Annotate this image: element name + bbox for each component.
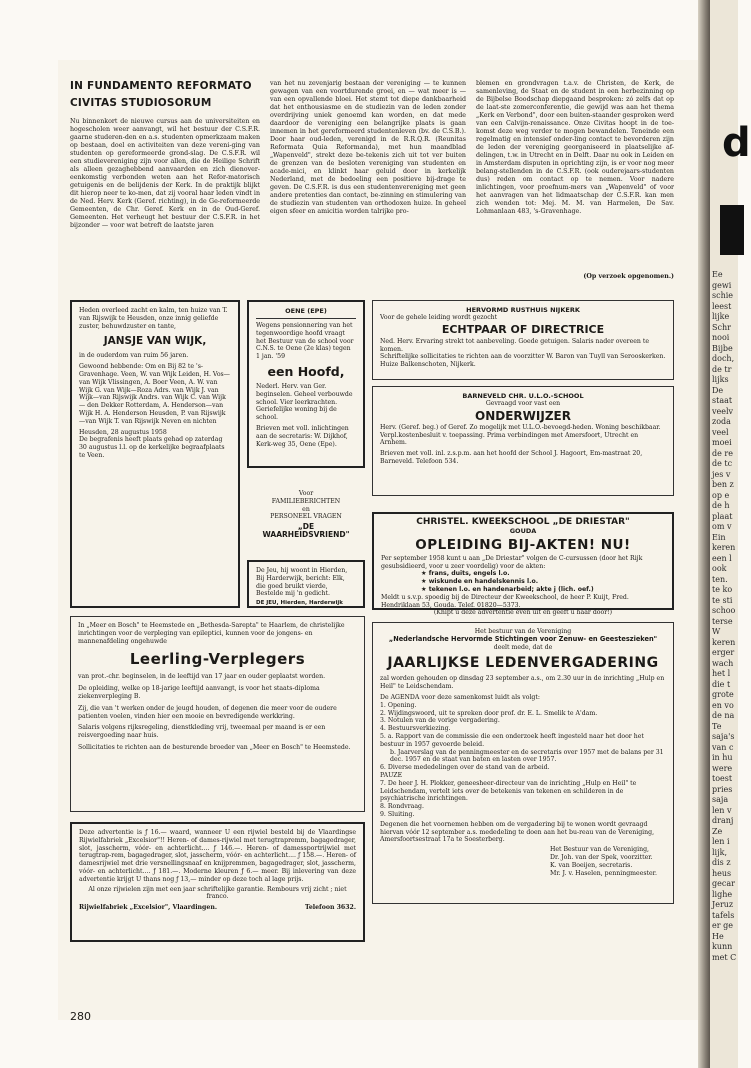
next-page-line: doch, [712, 354, 735, 363]
next-page-line: van c [712, 742, 734, 752]
article-col-2: van het nu zevenjarig bestaan der vereniging — te kunnen gewagen van een voortdurende groei, en — wat meer is — van een opvallende bloei. Het stemt tot diepe dankbaarheid dat het enthousiasme en de studiezin van de leden zonder overdrijving uniek genoemd kan worden, en dat mede daardoor de vereniging een belangrijke plaats is gaan innemen in het gereformeerd studentenleven (bv. de C.S.B.). Door haar oud-leden, verenigd in de R.R.Q.R. (Reunitas Reformata Quia Reformanda), met hun maandblad „Wapenveld", strekt deze be-tekenis zich uit tot ver buiten de grenzen van de besloten vereniging van studenten en acade-mici, en klinkt haar geluid door in kerkelijk Nederland, met de bedoeling een positieve bij-drage te geven. De C.S.F.R. is dus een studentenvereniging met geen andere pretenties dan contact, be-zinning en stimulering van de studiezin van studenten van orthodoxen huize. In geheel eigen sfeer en amicitia worden talrijke pro- [270, 80, 466, 215]
next-page-line: schie [712, 291, 734, 300]
next-page-line: zoda [712, 417, 731, 426]
agenda-item: 8. Rondvraag. [380, 803, 424, 811]
wv-line3: en [302, 505, 310, 513]
nijkerk-head: HERVORMD RUSTHUIS NIJKERK [466, 306, 580, 314]
next-page-line: Ze [712, 826, 723, 836]
article-col-1: Nu binnenkort de nieuwe cursus aan de universiteiten en hogescholen weer aanvangt, wil het bestuur der C.S.F.R. gaarne studeren-den en a.s. studenten opmerkzaam maken op bestaan, doel en activiteiten van deze vereni-ging van studenten op gereformeerde grond-slag. De C.S.F.R. wil een studievereniging zijn voor allen, die de Heilige Schrift als alleen gezaghebbend aanvaarden en zich dienover-eenkomstig verbonden weten aan het Refor-matorisch getuigenis en de belijdenis der Kerk. In de praktijk blijkt dit hierop neer te ko-men, dat zij vooral haar leden vindt in de Ned. Herv. Kerk (Geref. richting), in de Ge-reformeerde Gemeenten, de Chr. Geref. Kerk en in de Oud-Geref. Gemeenten. Het verheugt het bestuur der C.S.F.R. in het bijzonder — voor wat betreft de laatste jaren [70, 118, 260, 229]
excelsior-guarantee: Al onze rijwielen zijn met een jaar schriftelijke garantie. Rembours vrij zicht ; niet franco. [88, 885, 347, 901]
next-page-line: nooi [712, 333, 730, 342]
next-page-text [712, 270, 738, 963]
meerbosch-p1: van prot.-chr. beginselen, in de leeftijd van 17 jaar en ouder geplaatst worden. [78, 673, 326, 681]
excelsior-ad [70, 822, 365, 942]
agenda-item: PAUZE [380, 771, 403, 779]
next-page-line: in hu [712, 753, 733, 762]
meeting-agenda-head: De AGENDA voor deze samenkomst luidt als volgt: [380, 693, 540, 701]
meeting-sub: deelt mede, dat de [493, 643, 553, 651]
barneveld-title: ONDERWIJZER [475, 408, 571, 423]
barneveld-contact: Brieven met voll. inl. z.s.p.m. aan het hoofd der School J. Hagoort, Em-mastraat 20, Barneveld. Telefoon 534. [380, 450, 643, 465]
oene-contact: Brieven met voll. inlichtingen aan de secretaris: W. Dijkhof, Kerk-weg 35, Oene (Epe). [256, 424, 349, 448]
driestar-title: OPLEIDING BIJ-AKTEN! NU! [415, 536, 631, 553]
next-page-line: ook [712, 564, 727, 573]
barneveld-sub: Gevraagd voor vast een [485, 400, 561, 407]
obituary-date: Heusden, 28 augustus 1958 [79, 428, 167, 436]
next-page-line: He [712, 931, 724, 941]
agenda-item: 4. Bestuursverkiezing. [380, 725, 451, 733]
next-page-line: wach [712, 658, 734, 668]
driestar-ad [372, 512, 674, 617]
next-page-line: kunn [712, 942, 733, 951]
next-page-line: Jeruz [712, 900, 734, 909]
driestar-city: GOUDA [509, 526, 537, 535]
next-page-line: de h [712, 501, 730, 510]
article-title: IN FUNDAMENTO REFORMATO CIVITAS STUDIOSORUM [70, 80, 252, 109]
meeting-when: zal worden gehouden op dinsdag 23 september a.s., om 2.30 uur in de inrichting „Hulp en Heil" te Leidschendam. [380, 675, 665, 691]
meeting-sign-line: Het Bestuur van de Vereniging, [550, 846, 649, 854]
meerbosch-p2: De opleiding, welke op 18-jarige leeftijd aanvangt, is voor het staats-diploma ziekenverpleging B. [78, 685, 320, 700]
barneveld-head: BARNEVELD CHR. U.L.O.-SCHOOL [462, 392, 584, 400]
next-page-dark-block [720, 205, 744, 255]
nijkerk-ad [372, 300, 674, 380]
next-page-line: terse [712, 616, 733, 626]
next-page-line: te ko [712, 585, 733, 594]
next-page-line: keren [712, 637, 736, 647]
nijkerk-contact: Schriftelijke sollicitaties te richten aan de voorzitter W. Baron van Tuyll van Serooskerken. Huize Balkenschoten, Nijkerk. [380, 353, 666, 369]
meeting-org: „Nederlandsche Hervormde Stichtingen voor Zenuw- en Geesteszieken" [388, 634, 658, 643]
next-page-line: dranj [712, 816, 734, 825]
next-page-line: grote [712, 690, 734, 699]
dejeu-ad [247, 560, 365, 608]
oene-requirements: Nederl. Herv. van Ger. beginselen. Geheel verbouwde school. Vier leerkrachten. Geriefelijke woning bij de school. [256, 382, 353, 422]
driestar-note: (Knipt u deze advertentie even uit en geeft u haar door!) [433, 609, 613, 617]
next-page-line: lijke [712, 312, 730, 321]
next-page-line: op e [712, 490, 730, 500]
waarheidsvriend-ad [247, 476, 365, 538]
next-page-line: len i [712, 837, 730, 846]
next-page-line: plaat [712, 511, 733, 521]
next-page-line: Schr [712, 322, 731, 332]
driestar-item-1: ★ frans, duits, engels l.o. [421, 570, 510, 578]
meerbosch-title: Leerling-Verplegers [129, 650, 306, 669]
next-page-drop-letter: d [722, 120, 751, 166]
dejeu-text: De Jeu, hij woont in Hierden, Bij Harderwijk, bericht: Elk, die goed bruikt vierde, Bestelde mij 'n gedicht. [256, 567, 348, 598]
page-number: 280 [70, 1010, 91, 1023]
next-page-line: Te [712, 721, 722, 731]
meeting-title: JAARLIJKSE LEDENVERGADERING [387, 655, 659, 672]
excelsior-phone: Telefoon 3632. [304, 904, 356, 912]
next-page-line: saja's [712, 732, 735, 741]
oene-text: Wegens pensionnering van het tegenwoordige hoofd vraagt het Bestuur van de school voor C.N.S. te Oene (2e klas) tegen 1 jan. '59 [256, 322, 354, 361]
next-page-line: toest [712, 774, 733, 783]
next-page-line: moei [712, 438, 732, 447]
next-page-line: staat [712, 396, 733, 405]
obituary-intro: Heden overleed zacht en kalm, ten huize van T. van Rijswijk te Heusden, onze innig geliefde zuster, behuwdzuster en tante, [79, 307, 228, 330]
excelsior-firm: Rijwielfabriek „Excelsior", Vlaardingen. [79, 904, 217, 912]
next-page-line: were [712, 763, 733, 773]
meeting-sign-line: Dr. Joh. van der Spek, voorzitter. [550, 853, 653, 861]
nijkerk-text: Ned. Herv. Ervaring strekt tot aanbeveling. Goede getuigen. Salaris nader overeen te komen. [380, 337, 650, 353]
oene-title: een Hoofd, [267, 363, 345, 379]
next-page-line: gewi [712, 280, 732, 290]
next-page-line: de re [712, 448, 733, 458]
meeting-head: Het bestuur van de Vereniging [474, 628, 572, 635]
driestar-contact: Meldt u s.v.p. spoedig bij de Directeur der Kweekschool, de heer P. Kuijt, Fred. Hendriklaan 53, Gouda. Telef. 01820—5373. [381, 593, 629, 609]
agenda-item: 9. Sluiting. [380, 810, 415, 818]
oene-place: OENE (EPE) [285, 307, 327, 315]
obituary-ad [70, 300, 240, 608]
next-page-line: Bijbe [712, 343, 733, 353]
next-page-line: het l [712, 669, 731, 678]
obituary-burial: De begrafenis heeft plaats gehad op zaterdag 30 augustus l.l. op de kerkelijke begraafplaats te Veen. [79, 436, 225, 459]
next-page-line: Ein [712, 532, 726, 542]
next-page-line: te sti [712, 595, 733, 605]
agenda-item: b. Jaarverslag van de penningmeester en de secretaris over 1957 met de balans per 31 dec. 1957 en de staat van baten en lasten over 1957. [390, 748, 664, 764]
meeting-footer: Degenen die het voornemen hebben om de vergadering bij te wonen wordt gevraagd hiervan vóór 12 september a.s. mededeling te doen aan het bu-reau van de Vereniging, Amersfoortsestraat 17a te Soesterberg. [380, 820, 655, 844]
next-page-line: saja [712, 795, 729, 804]
next-page-line: jes v [712, 469, 731, 479]
next-page-line: en vo [712, 700, 734, 710]
wv-line1: Voor [298, 490, 314, 497]
next-page-line: schoo [712, 606, 736, 615]
next-page-line: de na [712, 711, 735, 720]
meeting-sign-line: Mr. J. v. Haselen, penningmeester. [550, 869, 657, 877]
barneveld-ad [372, 386, 674, 496]
obituary-age: in de ouderdom van ruim 56 jaren. [79, 352, 189, 360]
next-page-line: ben z [712, 480, 734, 489]
next-page-line: keren [712, 543, 736, 552]
article-note: (Op verzoek opgenomen.) [583, 273, 674, 280]
next-page-line: W [712, 627, 721, 636]
agenda-item: 6. Diverse mededelingen over de stand van de arbeid. [380, 764, 550, 772]
next-page-line: leest [712, 301, 732, 311]
book-spine [698, 0, 710, 1068]
next-page-line: lijk, [712, 847, 727, 857]
next-page-line: veelv [712, 406, 734, 416]
meerbosch-p5: Sollicitaties te richten aan de besturende broeder van „Meer en Bosch" te Heemstede. [78, 743, 351, 751]
meerbosch-p4: Salaris volgens rijksregeling, dienstkleding vrij, tweemaal per maand is er een reisvergoeding naar huis. [78, 724, 326, 740]
meeting-agenda [380, 702, 666, 819]
wv-name: „DE WAARHEIDSVRIEND" [262, 522, 350, 539]
dejeu-signature: DE JEU, Hierden, Harderwijk [256, 600, 343, 607]
meeting-signatures [380, 846, 666, 877]
obituary-name: JANSJE VAN WIJK, [103, 335, 207, 348]
excelsior-footer [79, 904, 356, 912]
agenda-item: 7. De heer J. H. Plokker, geneesheer-directeur van de inrichting „Hulp en Heil" te Leidschendam, vertelt iets over de betekenis van tekenen en schilderen in de psychiatrische inrichtingen. [380, 779, 637, 803]
next-page-line: heus [712, 868, 732, 878]
next-page-line: De [712, 385, 724, 395]
driestar-text: Per september 1958 kunt u aan „De Driestar" volgen de C-cursussen (door het Rijk gesubsidieerd, voor u zeer voordelig) voor de akten: [381, 554, 643, 570]
nijkerk-sub: Voor de gehele leiding wordt gezocht [380, 314, 498, 321]
next-page-line: dis z [712, 858, 731, 867]
oene-ad [247, 300, 365, 468]
next-page-line: tafels [712, 910, 735, 920]
next-page-line: om v [712, 522, 732, 531]
next-page-line: gecar [712, 879, 735, 888]
nijkerk-title: ECHTPAAR OF DIRECTRICE [441, 322, 605, 336]
divider [256, 318, 356, 319]
next-page-line: een l [712, 553, 732, 563]
next-page-line: veel [712, 427, 729, 437]
next-page-line: de tr [712, 364, 732, 374]
next-page-line: lighe [712, 889, 733, 899]
next-page-line: pries [712, 784, 733, 794]
next-page-line: die t [712, 679, 731, 689]
meerbosch-ad [70, 616, 365, 812]
meerbosch-p3: Zij, die van 't werken onder de jeugd houden, of degenen die meer voor de oudere patienten voelen, vinden hier een mooie en bevredigende werkkring. [78, 704, 337, 720]
agenda-item: 1. Opening. [380, 701, 417, 709]
driestar-item-3: ★ tekenen l.o. en handenarbeid; akte j (lich. oef.) [421, 585, 594, 593]
agenda-item: 2. Wijdingswoord, uit te spreken door prof. dr. E. L. Smelik te A'dam. [380, 709, 598, 717]
driestar-item-2: ★ wiskunde en handelskennis l.o. [421, 578, 539, 586]
next-page-line: Ee [712, 270, 723, 279]
wv-line2: FAMILIEBERICHTEN [271, 497, 341, 505]
driestar-head: CHRISTEL. KWEEKSCHOOL „DE DRIESTAR" [416, 517, 630, 527]
next-page-line: ten. [712, 574, 728, 584]
article-col-3: blemen en grondvragen t.a.v. de Christen, de Kerk, de samenleving, de Staat en de student in een herbezinning op de Bijbelse Boodschap diepgaand besproken: zó zelfs dat op de laat-ste zomerconferentie, die gewijd was aan het thema „Kerk en Verbond", door een buiten-staander gesproken werd van een Calvijn-renaissance. Onze Civitas hoopt in de toe-komst deze weg verder te mogen bewandelen. Teneinde een regelmatig en intensief onder-ling contact te bevorderen zijn de leden der vereniging georganiseerd in plaatselijke af-delingen, t.w. in Utrecht en in Delft. Daar nu ook in Leiden en in Amsterdam disputen in oprichting zijn, is er voor nog meer belang-stellenden in de C.S.F.R. (ook ouderejaars-studenten dus) reden om contact op te nemen. Voor nadere inlichtingen, voor proefnum-mers van „Wapenveld" of voor het aanvragen van het lidmaatschap der C.S.F.R. kan men zich wenden tot: Mej. M. M. van Harmelen, De Sav. Lohmanlaan 483, 's-Gravenhage. [476, 80, 674, 215]
agenda-item: 3. Notulen van de vorige vergadering. [380, 717, 500, 725]
wv-line4: PERSONEEL VRAGEN [270, 513, 342, 521]
meerbosch-intro: In „Meer en Bosch" te Heemstede en „Bethesda-Sarepta" te Haarlem, de christelijke inrichtingen voor de verpleging van epileptici, kunnen voor de jongens- en mannenafdeling ongehuwde [78, 622, 345, 645]
agenda-item: 5. a. Rapport van de commissie die een onderzoek heeft ingesteld naar het door het bestuur in 1957 gevoerde beleid. [380, 732, 644, 748]
next-page-line: er ge [712, 921, 733, 930]
next-page-line: de tc [712, 459, 733, 468]
barneveld-text: Herv. (Geref. beg.) of Geref. Zo mogelijk met U.L.O.-bevoegd-heden. Woning beschikbaar. Verpl.kostenbesluit v. toepassing. Prima verbindingen met Amersfoort, Utrecht en Arnhem. [380, 423, 661, 447]
next-page-line: met C [712, 952, 737, 962]
next-page-line: len v [712, 805, 732, 815]
obituary-mourners: Gewoond hebbende: Om en Bij 82 te 's-Gravenhage. Veen, W. van Wijk Leiden, H. Vos—van Wijk Vlissingen, A. Boer Veen, A. W. van Wijk G. van Wijk—Roza Adrs. van Wijk J. van Wijk—van Rijswijk Andrs. van Wijk C. van Wijk— den Dekker Rotterdam, A. Henderson—van Wijk H. A. Henderson Heusden, P. van Rijswijk—van Wijk T. van Rijswijk Neven en nichten [79, 363, 230, 425]
meeting-sign-line: K. van Boeijen, secretaris. [550, 861, 633, 869]
meeting-ad [372, 622, 674, 904]
next-page-line: erger [712, 648, 735, 657]
next-page-strip [710, 0, 751, 1068]
next-page-line: lijks [712, 375, 729, 384]
excelsior-text: Deze advertentie is ƒ 16.— waard, wanneer U een rijwiel besteld bij de Vlaardingse Rijwielfabriek „Excelsior"!! Heren- of dames-rijwiel met terugtrapremm, bagagedrager, slot, jasscherm, vóór- en achterlicht.... ƒ 146.—. Heren- of damessportrijwiel met terugtrap-rem, bagagedrager, slot, jasscherm, vóór- en achterlicht.... ƒ 158.—. Heren- of damesrijwiel met drie versnellingsnaaf en knijpremmen, bagagedrager, slot, jasscherm, vóór- en achterlicht.... ƒ 181.—. Moderne kleuren ƒ 6.— meer. Bij inlevering van deze advertentie krijgt U thans nog ƒ 13,— minder op deze toch al lage prijs. [79, 829, 356, 883]
